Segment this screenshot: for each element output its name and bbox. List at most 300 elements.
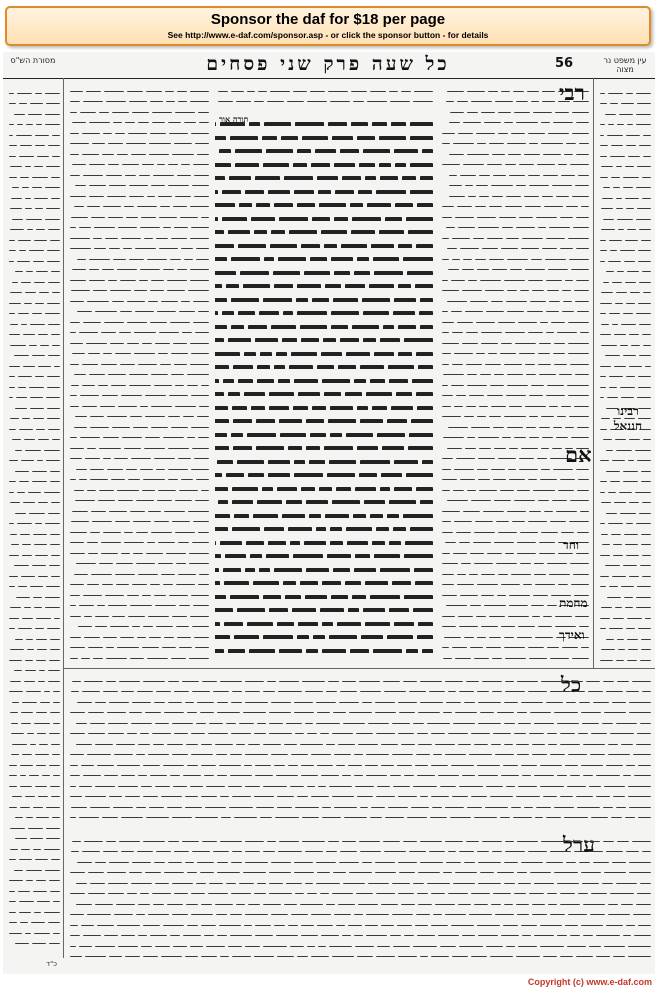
word-stroke: [373, 257, 399, 261]
word-stroke: [93, 238, 102, 239]
word-stroke: [418, 365, 433, 369]
text-line: [597, 504, 651, 514]
word-stroke: [633, 754, 651, 755]
word-stroke: [103, 851, 118, 852]
text-line: [597, 378, 651, 388]
text-line: [6, 315, 60, 325]
word-stroke: [289, 365, 314, 369]
word-stroke: [521, 765, 538, 766]
word-stroke: [88, 553, 98, 554]
word-stroke: [9, 586, 15, 587]
word-stroke: [479, 448, 491, 449]
word-stroke: [185, 796, 198, 797]
word-stroke: [190, 101, 209, 102]
word-stroke: [215, 365, 229, 369]
word-stroke: [191, 893, 206, 894]
text-line: [6, 189, 60, 199]
text-line: [597, 578, 651, 588]
sponsor-banner-title[interactable]: Sponsor the daf for $18 per page: [210, 11, 446, 28]
word-stroke: [505, 553, 514, 554]
word-stroke: [85, 956, 106, 957]
word-stroke: [77, 311, 92, 312]
word-stroke: [500, 817, 510, 818]
word-stroke: [288, 527, 311, 531]
word-stroke: [301, 765, 313, 766]
text-line: [597, 252, 651, 262]
word-stroke: [70, 532, 87, 533]
word-stroke: [621, 904, 634, 905]
word-stroke: [25, 166, 31, 167]
text-line: [67, 429, 209, 439]
word-stroke: [179, 605, 190, 606]
word-stroke: [18, 240, 31, 241]
word-stroke: [593, 862, 608, 863]
word-stroke: [18, 387, 26, 388]
word-stroke: [600, 366, 611, 367]
word-stroke: [320, 733, 329, 734]
word-stroke: [390, 101, 411, 102]
word-stroke: [155, 605, 177, 606]
word-stroke: [349, 872, 372, 873]
word-stroke: [234, 514, 250, 518]
word-stroke: [305, 883, 313, 884]
word-stroke: [568, 238, 589, 239]
word-stroke: [459, 626, 478, 627]
word-stroke: [230, 754, 242, 755]
text-line: [215, 546, 433, 558]
word-stroke: [150, 322, 167, 323]
word-stroke: [161, 301, 178, 302]
word-stroke: [9, 492, 14, 493]
word-stroke: [186, 744, 198, 745]
word-stroke: [133, 553, 144, 554]
word-stroke: [466, 681, 479, 682]
word-stroke: [547, 893, 557, 894]
word-stroke: [29, 513, 44, 514]
word-stroke: [245, 914, 268, 915]
word-stroke: [149, 807, 164, 808]
word-stroke: [641, 544, 651, 545]
word-stroke: [467, 91, 485, 92]
word-stroke: [79, 817, 99, 818]
word-stroke: [477, 217, 496, 218]
word-stroke: [519, 164, 535, 165]
word-stroke: [638, 817, 651, 818]
word-stroke: [451, 385, 464, 386]
word-stroke: [338, 904, 354, 905]
word-stroke: [578, 733, 589, 734]
word-stroke: [48, 229, 60, 230]
text-line: [215, 222, 433, 234]
word-stroke: [51, 198, 60, 199]
word-stroke: [49, 765, 61, 766]
word-stroke: [462, 290, 483, 291]
word-stroke: [142, 164, 154, 165]
word-stroke: [535, 584, 555, 585]
word-stroke: [34, 607, 42, 608]
word-stroke: [86, 91, 101, 92]
word-stroke: [543, 616, 552, 617]
word-stroke: [627, 229, 636, 230]
word-stroke: [577, 807, 601, 808]
word-stroke: [319, 487, 332, 491]
word-stroke: [215, 649, 224, 653]
word-stroke: [627, 660, 637, 661]
word-stroke: [583, 904, 605, 905]
word-stroke: [398, 733, 414, 734]
word-stroke: [541, 532, 558, 533]
text-line: [67, 156, 209, 166]
word-stroke: [532, 904, 545, 905]
word-stroke: [16, 397, 27, 398]
word-stroke: [151, 280, 165, 281]
word-stroke: [527, 311, 544, 312]
torah-or-heading: תורה אור: [219, 114, 249, 124]
word-stroke: [417, 203, 433, 207]
word-stroke: [225, 554, 246, 558]
word-stroke: [244, 765, 253, 766]
word-stroke: [126, 469, 138, 470]
word-stroke: [310, 257, 327, 261]
word-stroke: [606, 691, 623, 692]
word-stroke: [39, 744, 48, 745]
word-stroke: [201, 490, 209, 491]
word-stroke: [492, 269, 507, 270]
word-stroke: [325, 284, 341, 288]
word-stroke: [547, 647, 559, 648]
word-stroke: [74, 490, 84, 491]
word-stroke: [263, 595, 281, 599]
word-stroke: [329, 635, 357, 639]
word-stroke: [24, 607, 31, 608]
rashi-column: [439, 82, 589, 664]
word-stroke: [53, 702, 60, 703]
word-stroke: [115, 353, 132, 354]
word-stroke: [330, 541, 343, 545]
text-line: [6, 95, 60, 105]
word-stroke: [618, 229, 625, 230]
text-line: [67, 607, 209, 617]
text-line: [67, 618, 209, 628]
word-stroke: [429, 691, 444, 692]
word-stroke: [182, 332, 192, 333]
sponsor-banner-subtitle[interactable]: See http://www.e-daf.com/sponsor.asp - or click the sponsor button - for details: [167, 30, 489, 40]
word-stroke: [150, 584, 160, 585]
word-stroke: [266, 554, 290, 558]
word-stroke: [71, 521, 89, 522]
word-stroke: [422, 460, 433, 464]
word-stroke: [45, 607, 60, 608]
word-stroke: [591, 817, 609, 818]
word-stroke: [568, 395, 589, 396]
word-stroke: [503, 765, 517, 766]
word-stroke: [297, 796, 309, 797]
word-stroke: [323, 338, 336, 342]
text-line: [6, 504, 60, 514]
word-stroke: [596, 935, 620, 936]
word-stroke: [481, 626, 498, 627]
word-stroke: [403, 841, 417, 842]
text-line: [439, 345, 589, 355]
word-stroke: [76, 904, 92, 905]
word-stroke: [626, 93, 633, 94]
word-stroke: [355, 946, 374, 947]
sponsor-banner[interactable]: [5, 6, 651, 46]
word-stroke: [134, 290, 147, 291]
text-line: [67, 376, 209, 386]
word-stroke: [504, 744, 513, 745]
word-stroke: [371, 807, 385, 808]
word-stroke: [334, 914, 351, 915]
word-stroke: [610, 481, 620, 482]
word-stroke: [245, 841, 264, 842]
word-stroke: [478, 862, 501, 863]
word-stroke: [89, 196, 104, 197]
word-stroke: [641, 481, 651, 482]
word-stroke: [534, 883, 554, 884]
word-stroke: [627, 618, 642, 619]
word-stroke: [74, 574, 88, 575]
word-stroke: [286, 500, 302, 504]
word-stroke: [15, 513, 26, 514]
word-stroke: [290, 786, 304, 787]
word-stroke: [486, 946, 503, 947]
word-stroke: [588, 851, 603, 852]
word-stroke: [394, 487, 412, 491]
word-stroke: [450, 112, 464, 113]
word-stroke: [418, 872, 441, 873]
word-stroke: [330, 101, 350, 102]
text-line: [67, 809, 651, 819]
text-line: [6, 84, 60, 94]
text-line: [439, 418, 589, 428]
word-stroke: [604, 786, 625, 787]
word-stroke: [470, 605, 481, 606]
text-line: [67, 439, 209, 449]
word-stroke: [442, 563, 458, 564]
word-stroke: [26, 639, 33, 640]
word-stroke: [569, 259, 589, 260]
word-stroke: [518, 883, 532, 884]
word-stroke: [507, 290, 517, 291]
word-stroke: [31, 922, 45, 923]
word-stroke: [239, 883, 254, 884]
word-stroke: [79, 946, 92, 947]
word-stroke: [608, 523, 623, 524]
word-stroke: [572, 196, 589, 197]
word-stroke: [577, 427, 589, 428]
word-stroke: [457, 322, 473, 323]
word-stroke: [169, 395, 187, 396]
text-line: [215, 357, 433, 369]
word-stroke: [576, 122, 589, 123]
word-stroke: [634, 935, 651, 936]
word-stroke: [379, 163, 390, 167]
word-stroke: [268, 541, 286, 545]
word-stroke: [415, 765, 428, 766]
word-stroke: [535, 817, 543, 818]
text-line: [439, 376, 589, 386]
word-stroke: [172, 616, 187, 617]
word-stroke: [332, 500, 360, 504]
word-stroke: [506, 946, 515, 947]
word-stroke: [409, 851, 426, 852]
word-stroke: [612, 324, 618, 325]
word-stroke: [44, 691, 50, 692]
word-stroke: [572, 658, 589, 659]
word-stroke: [326, 851, 337, 852]
word-stroke: [121, 775, 136, 776]
word-stroke: [613, 956, 625, 957]
word-stroke: [250, 554, 262, 558]
text-line: [439, 366, 589, 376]
word-stroke: [201, 385, 209, 386]
word-stroke: [10, 418, 19, 419]
word-stroke: [489, 416, 502, 417]
word-stroke: [470, 647, 483, 648]
word-stroke: [547, 733, 557, 734]
word-stroke: [465, 448, 476, 449]
word-stroke: [420, 841, 442, 842]
word-stroke: [600, 481, 608, 482]
word-stroke: [442, 479, 457, 480]
word-stroke: [560, 248, 573, 249]
word-stroke: [71, 217, 87, 218]
word-stroke: [552, 185, 572, 186]
word-stroke: [253, 514, 278, 518]
word-stroke: [18, 586, 27, 587]
word-stroke: [380, 338, 399, 342]
word-stroke: [321, 935, 340, 936]
word-stroke: [158, 542, 175, 543]
word-stroke: [529, 437, 539, 438]
word-stroke: [29, 345, 37, 346]
word-stroke: [306, 419, 324, 423]
word-stroke: [17, 261, 31, 262]
word-stroke: [446, 702, 461, 703]
word-stroke: [512, 521, 525, 522]
word-stroke: [92, 521, 111, 522]
word-stroke: [269, 712, 290, 713]
word-stroke: [413, 786, 437, 787]
word-stroke: [107, 196, 126, 197]
word-stroke: [529, 511, 541, 512]
word-stroke: [269, 883, 282, 884]
word-stroke: [414, 568, 434, 572]
word-stroke: [489, 259, 504, 260]
word-stroke: [44, 492, 60, 493]
word-stroke: [220, 541, 242, 545]
text-line: [67, 135, 209, 145]
word-stroke: [267, 681, 276, 682]
word-stroke: [187, 712, 197, 713]
word-stroke: [38, 334, 48, 335]
word-stroke: [236, 744, 245, 745]
word-stroke: [75, 185, 86, 186]
word-stroke: [124, 532, 133, 533]
word-stroke: [518, 786, 537, 787]
word-stroke: [470, 553, 485, 554]
text-line: [6, 137, 60, 147]
word-stroke: [36, 618, 51, 619]
word-stroke: [155, 883, 169, 884]
word-stroke: [79, 786, 92, 787]
word-stroke: [36, 660, 46, 661]
word-stroke: [168, 862, 182, 863]
word-stroke: [121, 851, 134, 852]
word-stroke: [491, 406, 507, 407]
word-stroke: [226, 723, 236, 724]
word-stroke: [215, 392, 224, 396]
word-stroke: [52, 754, 60, 755]
word-stroke: [170, 259, 181, 260]
word-stroke: [25, 670, 36, 671]
word-stroke: [620, 345, 628, 346]
word-stroke: [9, 261, 14, 262]
word-stroke: [626, 925, 634, 926]
word-stroke: [154, 702, 165, 703]
text-line: [215, 303, 433, 315]
word-stroke: [478, 702, 501, 703]
text-line: [67, 240, 209, 250]
word-stroke: [152, 893, 172, 894]
word-stroke: [70, 925, 78, 926]
word-stroke: [22, 187, 30, 188]
word-stroke: [79, 332, 98, 333]
word-stroke: [11, 544, 19, 545]
word-stroke: [46, 208, 60, 209]
word-stroke: [613, 555, 624, 556]
word-stroke: [484, 605, 506, 606]
word-stroke: [332, 796, 354, 797]
word-stroke: [404, 554, 433, 558]
word-stroke: [383, 681, 400, 682]
word-stroke: [181, 164, 191, 165]
word-stroke: [330, 406, 353, 410]
word-stroke: [127, 343, 139, 344]
word-stroke: [467, 490, 476, 491]
word-stroke: [301, 244, 320, 248]
word-stroke: [370, 514, 382, 518]
word-stroke: [370, 817, 382, 818]
word-stroke: [26, 870, 42, 871]
word-stroke: [645, 366, 651, 367]
word-stroke: [600, 145, 608, 146]
word-stroke: [499, 217, 516, 218]
word-stroke: [137, 637, 146, 638]
word-stroke: [174, 733, 187, 734]
word-stroke: [530, 712, 551, 713]
word-stroke: [16, 597, 30, 598]
word-stroke: [575, 616, 589, 617]
word-stroke: [35, 859, 47, 860]
word-stroke: [316, 883, 340, 884]
word-stroke: [609, 628, 623, 629]
word-stroke: [600, 103, 607, 104]
word-stroke: [617, 639, 624, 640]
word-stroke: [260, 817, 273, 818]
word-stroke: [577, 311, 589, 312]
word-stroke: [568, 841, 583, 842]
text-line: [6, 704, 60, 714]
word-stroke: [623, 775, 631, 776]
text-line: [67, 82, 209, 92]
word-stroke: [223, 379, 234, 383]
word-stroke: [491, 469, 505, 470]
word-stroke: [109, 956, 122, 957]
word-stroke: [70, 332, 76, 333]
word-stroke: [486, 786, 503, 787]
